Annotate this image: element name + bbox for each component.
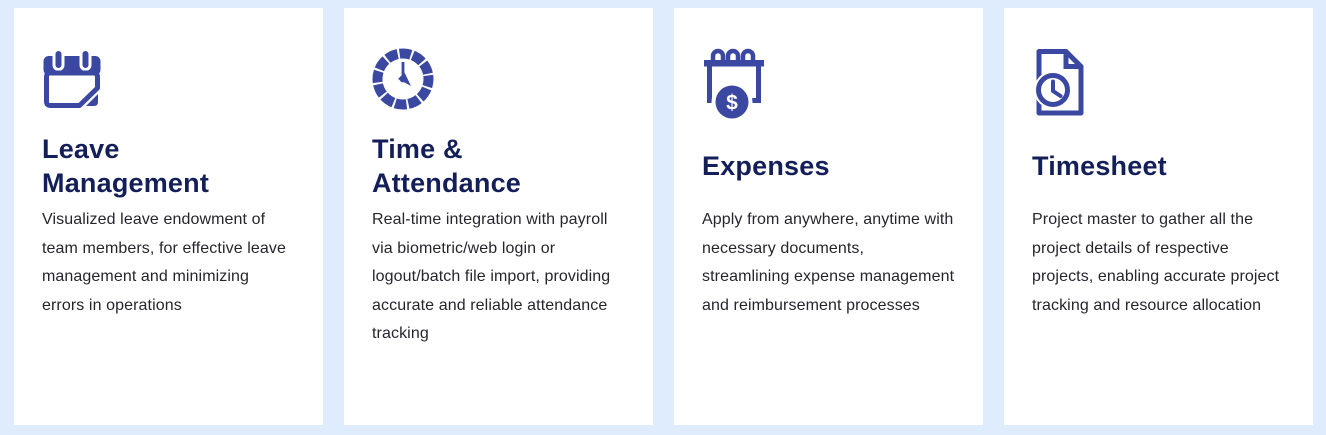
feature-card-timesheet: [1004, 8, 1313, 425]
card-title: Expenses: [702, 151, 830, 181]
card-description: Project master to gather all the project details of respective projects, enabling accurate project tracking and resource allocation: [1032, 211, 1280, 314]
calendar-dollar-icon: [702, 48, 766, 114]
card-title: Leave Management: [42, 134, 210, 198]
document-clock-icon: [1032, 48, 1088, 114]
feature-card-expenses: [674, 8, 983, 425]
dollar-sign-glyph: $: [726, 91, 738, 115]
card-title: Timesheet: [1032, 151, 1167, 181]
card-description: Apply from anywhere, anytime with necessary documents, streamlining expense management and reimbursement processes: [702, 211, 955, 314]
card-description: Visualized leave endowment of team members, for effective leave management and minimizing errors in operations: [42, 211, 286, 314]
calendar-icon: [42, 48, 102, 114]
feature-card-time-attendance: [344, 8, 653, 425]
feature-card-leave-management: [14, 8, 323, 425]
card-title: Time & Attendance: [372, 134, 522, 198]
card-description: Real-time integration with payroll via biometric/web login or logout/batch file import, providing accurate and reliable attendance tracking: [372, 211, 611, 342]
stopwatch-dial-icon: [372, 48, 434, 114]
